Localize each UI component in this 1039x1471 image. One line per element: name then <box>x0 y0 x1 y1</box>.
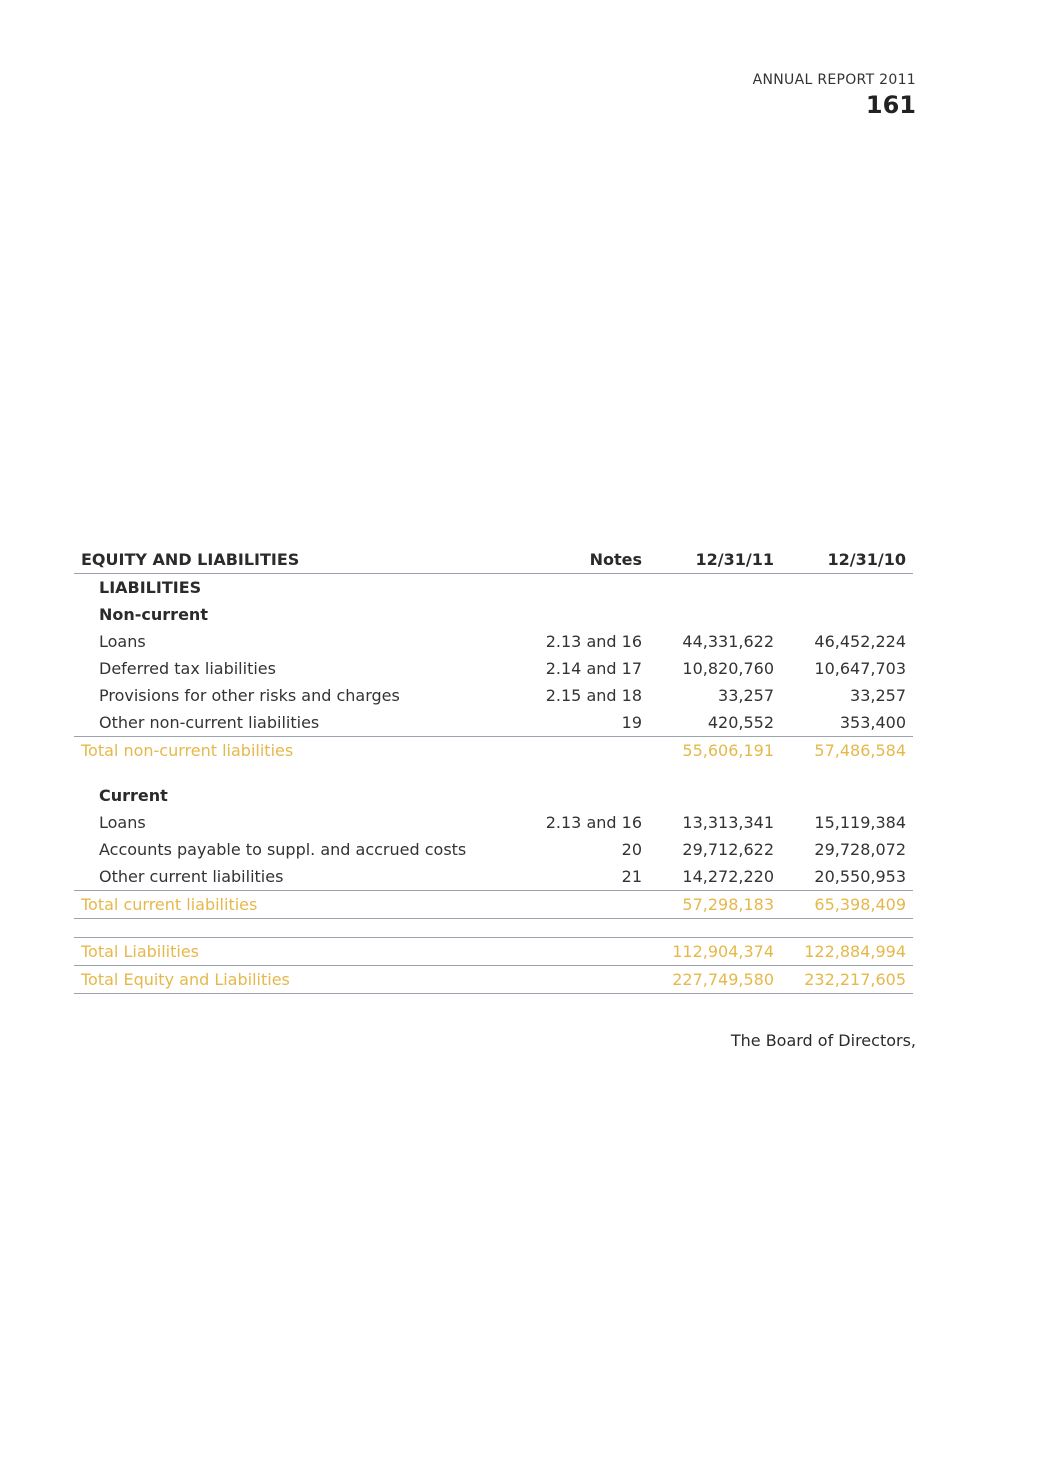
row-notes: 19 <box>621 713 642 732</box>
row-value-2011: 14,272,220 <box>682 867 774 886</box>
row-value-2010: 353,400 <box>839 713 906 732</box>
table-row <box>74 655 913 682</box>
balance-sheet-table <box>74 546 913 994</box>
total-equity-liabilities-2010: 232,217,605 <box>804 970 906 989</box>
row-label: Loans <box>99 813 146 832</box>
row-notes: 2.15 and 18 <box>545 686 642 705</box>
total-current-label: Total current liabilities <box>81 895 258 914</box>
row-value-2011: 33,257 <box>718 686 774 705</box>
total-current-2011: 57,298,183 <box>682 895 774 914</box>
table-row <box>74 709 913 736</box>
notes-column-header: Notes <box>589 550 642 569</box>
total-equity-liabilities-2011: 227,749,580 <box>672 970 774 989</box>
table-row <box>74 809 913 836</box>
noncurrent-heading-row <box>74 601 913 628</box>
table-row <box>74 863 913 890</box>
noncurrent-heading: Non-current <box>99 605 208 624</box>
row-value-2011: 10,820,760 <box>682 659 774 678</box>
row-value-2011: 29,712,622 <box>682 840 774 859</box>
table-row <box>74 836 913 863</box>
section-spacer <box>74 919 913 937</box>
current-heading-row <box>74 782 913 809</box>
row-value-2010: 15,119,384 <box>814 813 906 832</box>
page-header <box>753 70 916 120</box>
row-label: Accounts payable to suppl. and accrued costs <box>99 840 467 859</box>
col-2010-header: 12/31/10 <box>827 550 906 569</box>
row-value-2010: 29,728,072 <box>814 840 906 859</box>
table-header-row <box>74 546 913 574</box>
total-equity-liabilities-label: Total Equity and Liabilities <box>81 970 290 989</box>
row-notes: 2.14 and 17 <box>545 659 642 678</box>
total-current-row <box>74 890 913 919</box>
total-noncurrent-row <box>74 736 913 764</box>
row-label: Other non-current liabilities <box>99 713 320 732</box>
total-noncurrent-label: Total non-current liabilities <box>81 741 294 760</box>
row-value-2010: 33,257 <box>850 686 906 705</box>
row-value-2010: 20,550,953 <box>814 867 906 886</box>
total-liabilities-label: Total Liabilities <box>81 942 200 961</box>
row-notes: 20 <box>621 840 642 859</box>
row-value-2010: 46,452,224 <box>814 632 906 651</box>
total-liabilities-2011: 112,904,374 <box>672 942 774 961</box>
row-label: Deferred tax liabilities <box>99 659 276 678</box>
row-value-2011: 13,313,341 <box>682 813 774 832</box>
liabilities-heading-row <box>74 574 913 601</box>
signature-line: The Board of Directors, <box>730 1031 916 1050</box>
col-2011-header: 12/31/11 <box>695 550 774 569</box>
section-spacer <box>74 764 913 782</box>
row-notes: 21 <box>621 867 642 886</box>
total-equity-liabilities-row <box>74 966 913 994</box>
table-row <box>74 628 913 655</box>
liabilities-heading: LIABILITIES <box>99 578 202 597</box>
row-value-2011: 44,331,622 <box>682 632 774 651</box>
row-label: Loans <box>99 632 146 651</box>
current-heading: Current <box>99 786 168 805</box>
section-title: EQUITY AND LIABILITIES <box>81 550 300 569</box>
row-value-2010: 10,647,703 <box>814 659 906 678</box>
row-notes: 2.13 and 16 <box>545 632 642 651</box>
report-title: ANNUAL REPORT 2011 <box>752 72 916 88</box>
total-liabilities-row <box>74 937 913 966</box>
total-current-2010: 65,398,409 <box>814 895 906 914</box>
total-noncurrent-2011: 55,606,191 <box>682 741 774 760</box>
row-label: Provisions for other risks and charges <box>99 686 400 705</box>
row-label: Other current liabilities <box>99 867 284 886</box>
table-row <box>74 682 913 709</box>
total-liabilities-2010: 122,884,994 <box>804 942 906 961</box>
row-notes: 2.13 and 16 <box>545 813 642 832</box>
total-noncurrent-2010: 57,486,584 <box>814 741 906 760</box>
page-number: 161 <box>865 91 916 119</box>
row-value-2011: 420,552 <box>707 713 774 732</box>
